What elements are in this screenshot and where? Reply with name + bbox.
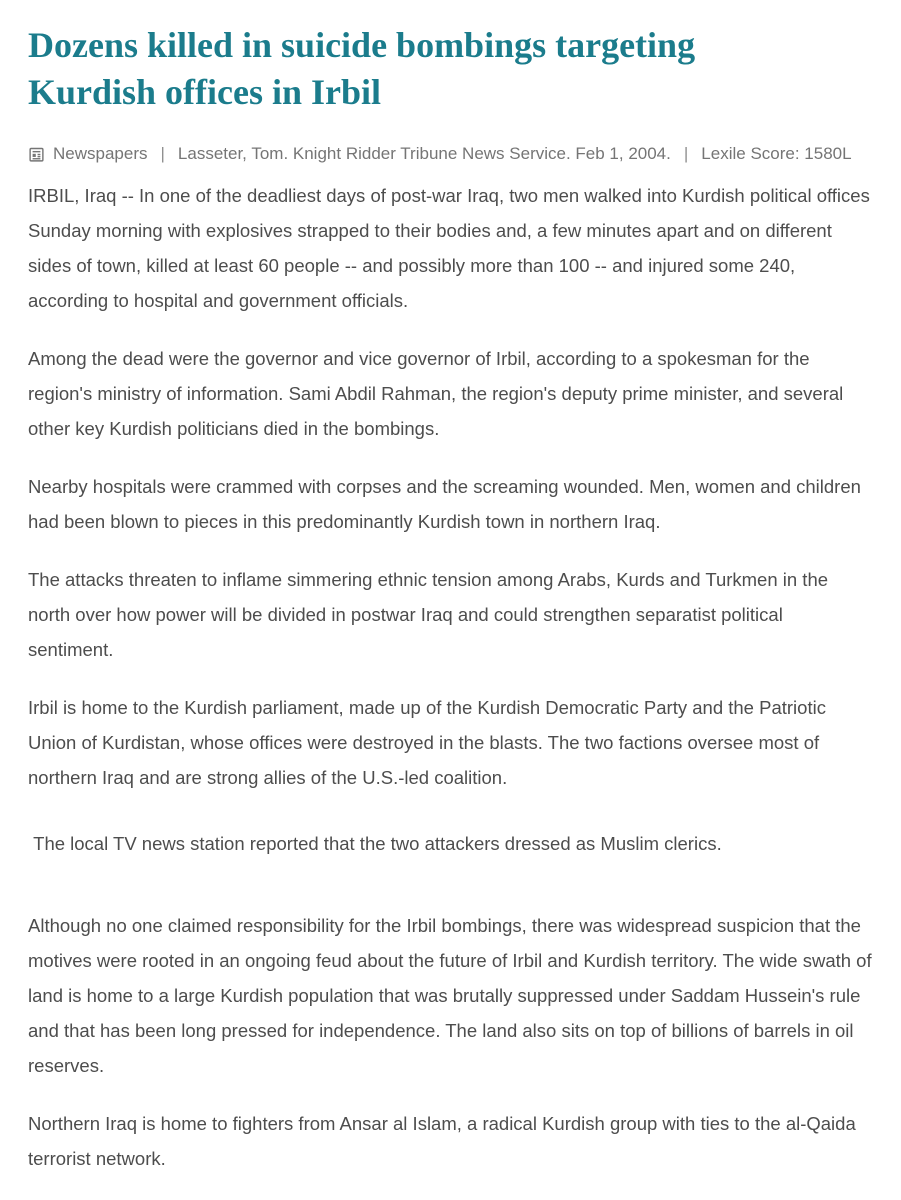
lexile-score: Lexile Score: 1580L <box>701 144 852 163</box>
article-paragraph: Nearby hospitals were crammed with corpses and the screaming wounded. Men, women and children had been blown to pieces in this predominantly Kurdish town in northern Iraq. <box>28 476 867 532</box>
meta-separator: | <box>160 144 165 163</box>
article-paragraph: Although no one claimed responsibility for the Irbil bombings, there was widespread suspicion that the motives were rooted in an ongoing feud about the future of Irbil and Kurdish territory. The wide swath of land is home to a large Kurdish population that was brutally suppressed under Saddam Hussein's rule and that has been long pressed for independence. The land also sits on top of billions of barrels in oil reserves. <box>28 915 877 1076</box>
citation-text: Lasseter, Tom. Knight Ridder Tribune News Service. Feb 1, 2004. <box>177 144 671 163</box>
meta-separator: | <box>683 144 689 163</box>
article-meta-row <box>28 144 873 164</box>
article-paragraph: Northern Iraq is home to fighters from Ansar al Islam, a radical Kurdish group with ties to the al-Qaida terrorist network. <box>28 1113 861 1169</box>
article-body <box>28 178 877 1176</box>
newspaper-icon <box>28 146 45 163</box>
page-title: Dozens killed in suicide bombings targeting Kurdish offices in Irbil <box>28 25 696 112</box>
article-paragraph: The local TV news station reported that the two attackers dressed as Muslim clerics. <box>28 833 722 854</box>
article-paragraph: Irbil is home to the Kurdish parliament, made up of the Kurdish Democratic Party and the Patriotic Union of Kurdistan, whose offices were destroyed in the blasts. The two factions oversee most of northern Iraq and are strong allies of the U.S.-led coalition. <box>28 697 832 788</box>
article-paragraph: The attacks threaten to inflame simmering ethnic tension among Arabs, Kurds and Turkmen in the north over how power will be divided in postwar Iraq and could strengthen separatist political sentiment. <box>28 569 834 660</box>
article-paragraph: Among the dead were the governor and vice governor of Irbil, according to a spokesman for the region's ministry of information. Sami Abdil Rahman, the region's deputy prime minister, and several other key Kurdish politicians died in the bombings. <box>28 348 849 439</box>
category-label: Newspapers <box>53 144 148 163</box>
article-paragraph: IRBIL, Iraq -- In one of the deadliest days of post-war Iraq, two men walked into Kurdish political offices Sunday morning with explosives strapped to their bodies and, a few minutes apart and on different sides of town, killed at least 60 people -- and possibly more than 100 -- and injured some 240, according to hospital and government officials. <box>28 185 875 311</box>
